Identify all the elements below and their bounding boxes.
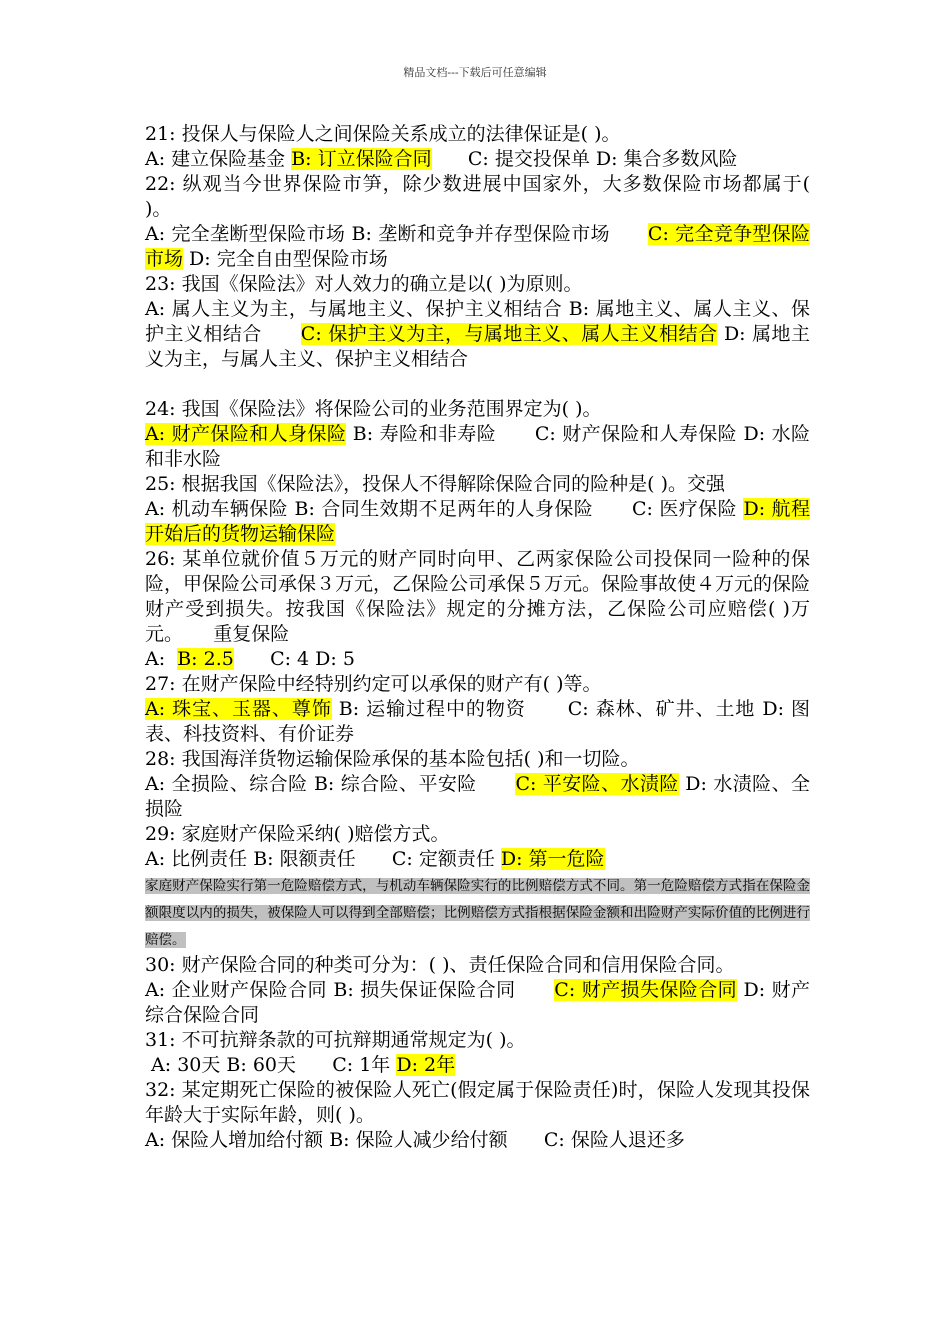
question-30-stem: 30: 财产保险合同的种类可分为：( )、责任保险合同和信用保险合同。 [145, 954, 735, 976]
question-32-options [145, 1128, 810, 1153]
question-23-stem: 23: 我国《保险法》对人效力的确立是以( )为原则。 [145, 273, 583, 295]
answer-highlight: D: 航程开始后的货物运输保险 [145, 498, 810, 545]
option-abc: A: 比例责任 B: 限额责任 C: 定额责任 [145, 848, 501, 870]
option-d: D: 财产综合保险合同 [145, 979, 811, 1026]
question-29-stem: 29: 家庭财产保险采纳( )赔偿方式。 [145, 823, 450, 845]
page-header: 精品文档---下载后可任意编辑 [403, 66, 547, 79]
option-ab: A: 全损险、综合险 B: 综合险、平安险 [145, 773, 516, 795]
option-d: D: 水渍险、全损险 [145, 773, 811, 820]
question-21-options [145, 147, 810, 172]
option-cd: C: 4 D: 5 [233, 648, 355, 670]
option-ab: A: 完全垄断型保险市场 B: 垄断和竞争并存型保险市场 [145, 223, 648, 245]
answer-highlight: D: 第一危险 [500, 848, 605, 870]
answer-highlight: C: 保护主义为主，与属地主义、属人主义相结合 [300, 323, 718, 345]
question-27-stem: 27: 在财产保险中经特别约定可以承保的财产有( )等。 [145, 673, 602, 695]
answer-highlight: D: 2年 [396, 1054, 456, 1076]
answer-highlight: A: 珠宝、玉器、尊饰 [145, 698, 332, 720]
question-26-options [145, 647, 810, 672]
question-31-options [145, 1053, 810, 1078]
question-28-stem: 28: 我国海洋货物运输保险承保的基本险包括( )和一切险。 [145, 748, 640, 770]
option-bcd: B: 运输过程中的物资 C: 森林、矿井、土地 D: 图表、科技资料、有价证券 [145, 698, 810, 745]
option-d: D: 完全自由型保险市场 [183, 248, 388, 270]
question-23-options [145, 297, 810, 372]
blank-line [145, 372, 810, 397]
question-30-options [145, 978, 810, 1028]
question-29-note [145, 872, 810, 953]
option-cd: C: 提交投保单 D: 集合多数风险 [431, 148, 738, 170]
question-24-stem: 24: 我国《保险法》将保险公司的业务范围界定为( )。 [145, 398, 602, 420]
option-abc: A: 机动车辆保险 B: 合同生效期不足两年的人身保险 C: 医疗保险 [145, 498, 744, 520]
question-32-stem: 32: 某定期死亡保险的被保险人死亡(假定属于保险责任)时，保险人发现其投保年龄大于实际年龄，则( )。 [145, 1079, 810, 1126]
question-26-stem: 26: 某单位就价值５万元的财产同时向甲、乙两家保险公司投保同一险种的保险，甲保险公司承保３万元，乙保险公司承保５万元。保险事故使４万元的保险财产受到损失。按我国《保险法》规定的分摊方法，乙保险公司应赔偿( )万元。 重复保险 [145, 548, 811, 645]
answer-highlight: C: 财产损失保险合同 [554, 979, 738, 1001]
option-ab: A: 属人主义为主，与属地主义、保护主义相结合 B: 属地主义、属人主义、保护主义相结合 [145, 298, 810, 345]
question-22-stem: 22: 纵观当今世界保险市笋，除少数进展中国家外，大多数保险市场都属于( )。 [145, 173, 810, 220]
document-body [145, 122, 810, 1153]
question-25-options [145, 497, 810, 547]
explanation-note: 家庭财产保险实行第一危险赔偿方式，与机动车辆保险实行的比例赔偿方式不同。第一危险赔偿方式指在保险金额限度以内的损失，被保险人可以得到全部赔偿；比例赔偿方式指根据保险金额和出险财产实际价值的比例进行赔偿。 [145, 878, 810, 948]
answer-highlight: C: 完全竞争型保险市场 [145, 223, 810, 270]
option-a: A: 建立保险基金 [145, 148, 292, 170]
answer-highlight: A: 财产保险和人身保险 [145, 423, 347, 445]
option-abc: A: 30天 B: 60天 C: 1年 [145, 1054, 397, 1076]
question-25-stem: 25: 根据我国《保险法》，投保人不得解除保险合同的险种是( )。交强 [145, 473, 725, 495]
answer-highlight: B: 订立保险合同 [291, 148, 432, 170]
answer-highlight: C: 平安险、水渍险 [515, 773, 679, 795]
answer-highlight: B: 2.5 [177, 648, 234, 670]
question-22-options [145, 222, 810, 272]
question-28-options [145, 772, 810, 822]
question-29-options [145, 847, 810, 872]
option-ab: A: 企业财产保险合同 B: 损失保证保险合同 [145, 979, 555, 1001]
question-31-stem: 31: 不可抗辩条款的可抗辩期通常规定为( )。 [145, 1029, 526, 1051]
option-abc: A: 保险人增加给付额 B: 保险人减少给付额 C: 保险人退还多 [145, 1129, 685, 1151]
question-21-stem: 21: 投保人与保险人之间保险关系成立的法律保证是( )。 [145, 123, 621, 145]
question-27-options [145, 697, 810, 747]
question-24-options [145, 422, 810, 472]
option-a: A: [145, 648, 178, 670]
option-d: D: 属地主义为主，与属人主义、保护主义相结合 [145, 323, 810, 370]
option-bcd: B: 寿险和非寿险 C: 财产保险和人寿保险 D: 水险和非水险 [145, 423, 810, 470]
